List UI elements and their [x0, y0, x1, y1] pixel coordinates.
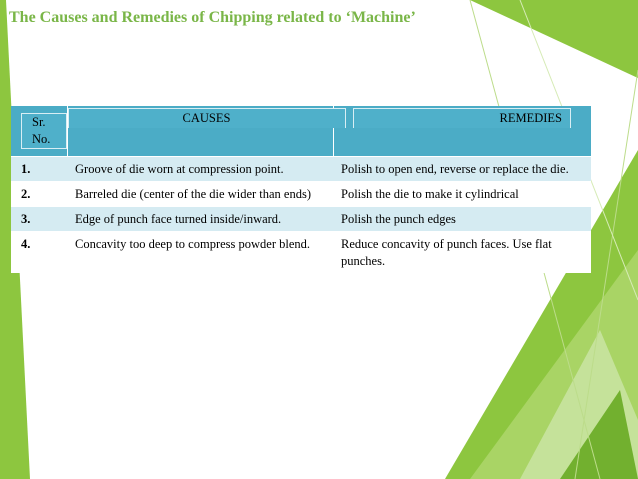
- header-causes-label: CAUSES: [68, 108, 346, 128]
- header-sr-no: [11, 106, 67, 157]
- row-cause: Edge of punch face turned inside/inward.: [67, 207, 333, 232]
- row-remedy: Polish the punch edges: [333, 207, 591, 232]
- table-row: [11, 232, 591, 274]
- causes-remedies-table: [11, 106, 592, 273]
- row-sr-no: 3.: [11, 207, 67, 232]
- facet-top-right: [470, 0, 638, 78]
- header-remedies: [333, 106, 591, 157]
- row-sr-no: 4.: [11, 232, 67, 274]
- table-header-row: [11, 106, 591, 157]
- table-row: [11, 157, 591, 182]
- row-sr-no: 1.: [11, 157, 67, 182]
- header-remedies-label: REMEDIES: [353, 108, 571, 128]
- table-row: [11, 207, 591, 232]
- slide-title: The Causes and Remedies of Chipping related to ‘Machine’: [9, 9, 416, 26]
- row-cause: Groove of die worn at compression point.: [67, 157, 333, 182]
- row-sr-no: 2.: [11, 182, 67, 207]
- row-remedy: Polish the die to make it cylindrical: [333, 182, 591, 207]
- row-cause: Concavity too deep to compress powder blend.: [67, 232, 333, 274]
- row-cause: Barreled die (center of the die wider than ends): [67, 182, 333, 207]
- table-row: [11, 182, 591, 207]
- row-remedy: Polish to open end, reverse or replace the die.: [333, 157, 591, 182]
- row-remedy: Reduce concavity of punch faces. Use flat punches.: [333, 232, 591, 274]
- header-sr-no-label: Sr. No.: [21, 113, 67, 149]
- header-causes: [67, 106, 333, 157]
